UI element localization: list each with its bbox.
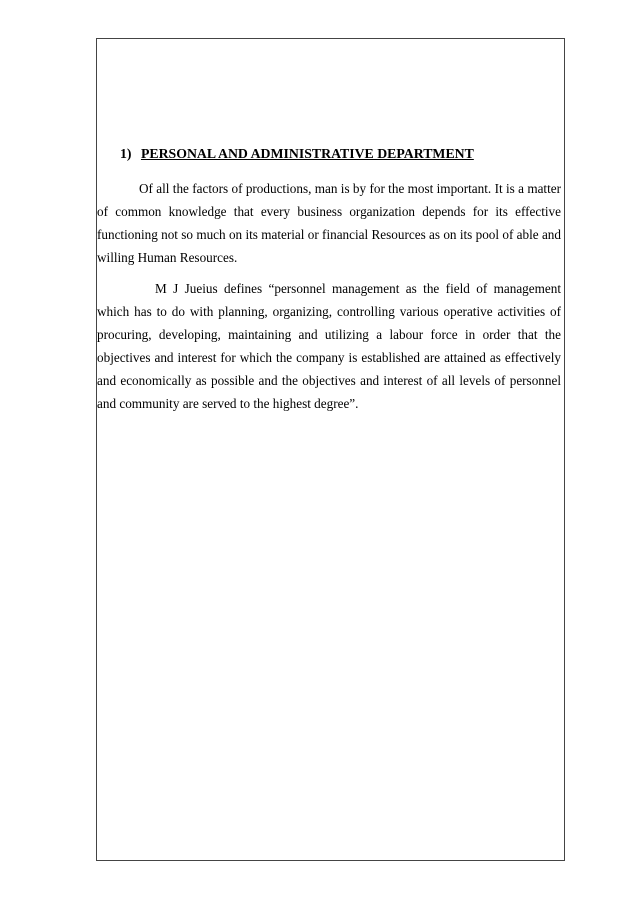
paragraph-2: M J Jueius defines “personnel management as the field of management which has to do with planning, organizing, controlling various operative activities of procuring, developing, maintaining and utilizing a labour force in order that the objectives and interest for which the company is established are attained as effectively and economically as possible and the objectives and interest of all levels of personnel and community are served to the highest degree”.	[97, 281, 561, 411]
document-body	[97, 144, 561, 423]
section-number: 1)	[120, 146, 132, 161]
section-heading	[97, 144, 561, 164]
paragraph-1: Of all the factors of productions, man is by for the most important. It is a matter of common knowledge that every business organization depends for its effective functioning not so much on its material or financial Resources as on its pool of able and willing Human Resources.	[97, 181, 561, 265]
section-title: PERSONAL AND ADMINISTRATIVE DEPARTMENT	[140, 146, 474, 161]
